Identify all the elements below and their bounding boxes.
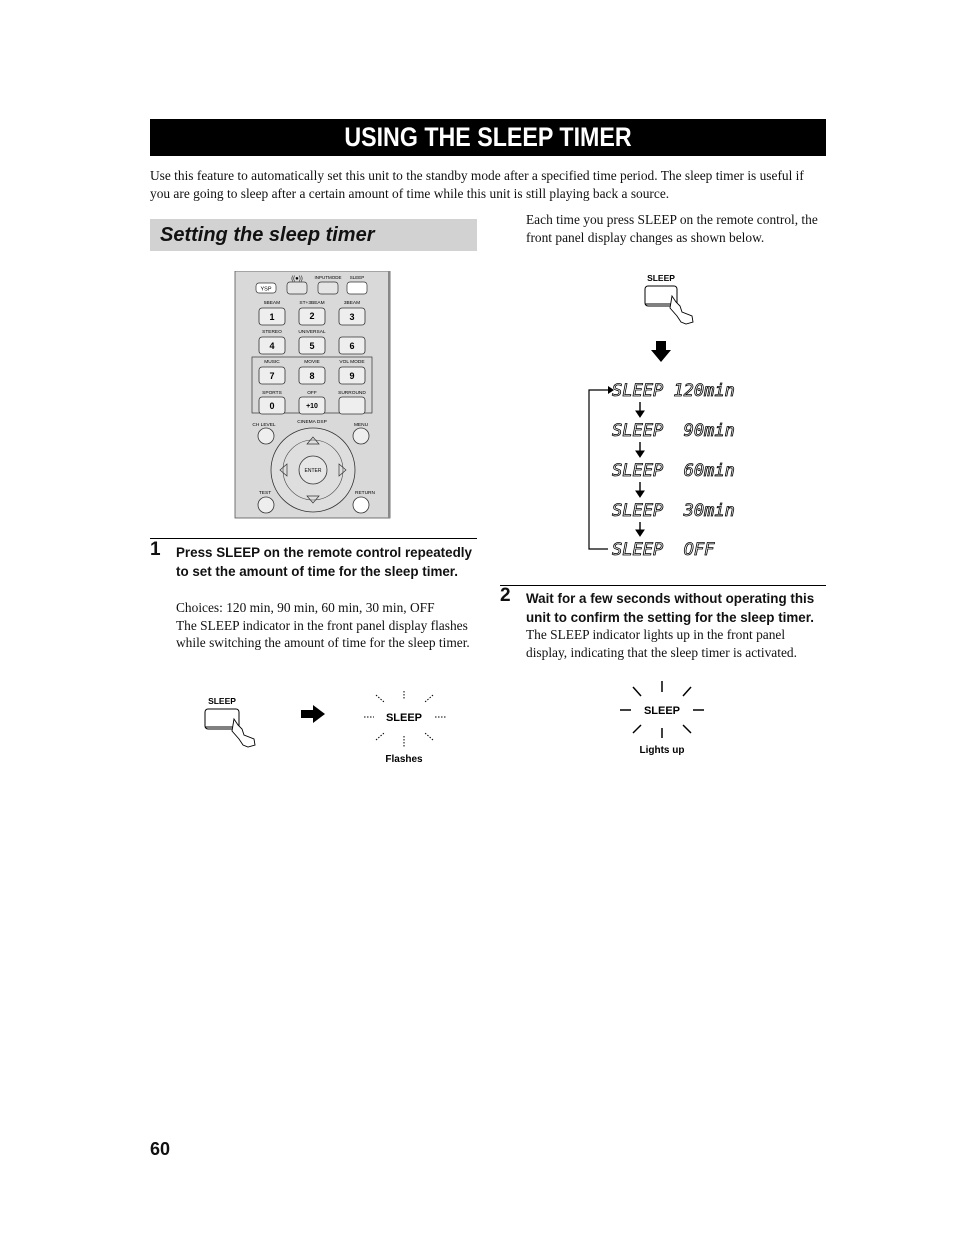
display-120min: SLEEP 120min	[612, 381, 735, 401]
key-8: 8	[309, 371, 315, 381]
label-menu: MENU	[353, 423, 369, 428]
step2-heading: Wait for a few seconds without operating this unit to confirm the setting for the sleep timer.	[526, 591, 815, 625]
key-row-1	[259, 308, 365, 325]
key-2: 2	[309, 311, 315, 321]
key-7: 7	[269, 371, 275, 381]
key-4: 4	[269, 341, 275, 351]
step1-rule	[150, 538, 477, 539]
step2-body: The SLEEP indicator lights up in the front panel display, indicating that the sleep timer is activated.	[526, 627, 797, 660]
label-ch-level: CH LEVEL	[252, 423, 276, 428]
label-sports: SPORTS	[262, 391, 282, 396]
sleep-label: SLEEP	[349, 275, 365, 280]
display-30min: SLEEP 30min	[612, 501, 735, 521]
label-test: TEST	[258, 491, 272, 496]
label-5beam: 5BEAM	[263, 301, 281, 306]
label-surround: SURROUND	[338, 391, 366, 396]
ch-level-button	[258, 428, 274, 444]
key-6: 6	[349, 341, 355, 351]
return-button	[353, 497, 369, 513]
finger-icon	[670, 296, 693, 324]
intro-paragraph: Use this feature to automatically set this unit to the standby mode after a specified time period. The sleep timer is useful if you are going to sleep after a certain amount of time while this unit is still playing back a source.	[150, 168, 804, 201]
ysp-label: YSP	[260, 286, 272, 293]
loop-line	[589, 390, 608, 549]
display-off: SLEEP OFF	[612, 540, 715, 560]
menu-button	[353, 428, 369, 444]
key-1: 1	[269, 312, 275, 322]
remote-control-illustration	[234, 271, 392, 519]
key-5: 5	[309, 341, 315, 351]
label-music: MUSIC	[264, 360, 280, 365]
step1-caption: Flashes	[385, 754, 423, 765]
sleep-button	[347, 282, 367, 294]
key-0: 0	[269, 401, 275, 411]
label-off: OFF	[307, 391, 317, 396]
page-number: 60	[150, 1139, 171, 1159]
key-3: 3	[349, 312, 355, 322]
step1-heading: Press SLEEP on the remote control repeatedly to set the amount of time for the sleep timer.	[176, 545, 472, 579]
label-3beam: 3BEAM	[343, 301, 361, 306]
step2-illustration	[612, 678, 712, 760]
step1-illustration	[198, 690, 458, 770]
step1-description: The SLEEP indicator in the front panel display flashes while switching the amount of time for the sleep timer.	[176, 617, 470, 650]
step2-caption: Lights up	[639, 745, 685, 756]
label-volmode: VOL MODE	[339, 360, 365, 365]
sleep-display-sequence	[580, 268, 780, 563]
page-title: USING THE SLEEP TIMER	[344, 122, 632, 152]
step1-button-label: SLEEP	[208, 696, 236, 706]
press-button-icon	[205, 709, 255, 747]
key-row-3	[259, 367, 365, 384]
right-arrow-icon	[301, 705, 325, 723]
big-down-arrow-icon	[651, 341, 671, 362]
label-st3beam: ST+3BEAM	[299, 301, 325, 306]
press-button-icon	[645, 286, 693, 324]
step1-choices: Choices: 120 min, 90 min, 60 min, 30 min, OFF	[176, 600, 435, 615]
key-9: 9	[349, 371, 355, 381]
inputmode-button	[318, 282, 338, 294]
step1-number: 1	[150, 539, 161, 560]
display-60min: SLEEP 60min	[612, 461, 735, 481]
label-cinema-dsp: CINEMA DSP	[297, 420, 327, 425]
section-header	[150, 219, 477, 251]
speaker-icon-label: ((●))	[291, 276, 303, 282]
step1-indicator: SLEEP	[385, 712, 423, 724]
section-title: Setting the sleep timer	[160, 224, 375, 246]
speaker-button	[287, 282, 307, 294]
finger-icon	[232, 719, 255, 747]
label-stereo: STEREO	[262, 330, 282, 335]
inputmode-label: INPUTMODE	[314, 275, 342, 280]
enter-label: ENTER	[304, 468, 322, 474]
test-button	[258, 497, 274, 513]
label-return: RETURN	[355, 491, 375, 496]
label-movie: MOVIE	[304, 360, 320, 365]
sequence-button-label: SLEEP	[647, 273, 675, 283]
label-universal: UNIVERSAL	[298, 330, 326, 335]
step1-body	[176, 599, 476, 652]
key-row-4	[259, 397, 365, 414]
key-row-2	[259, 337, 365, 354]
key-plus10: +10	[306, 403, 318, 410]
title-bar	[150, 119, 826, 156]
step2-rule	[500, 585, 826, 586]
step2-number: 2	[500, 585, 511, 606]
display-90min: SLEEP 90min	[612, 421, 735, 441]
sequence-intro: Each time you press SLEEP on the remote control, the front panel display changes as shown below.	[526, 212, 818, 245]
step2-indicator: SLEEP	[643, 705, 681, 717]
